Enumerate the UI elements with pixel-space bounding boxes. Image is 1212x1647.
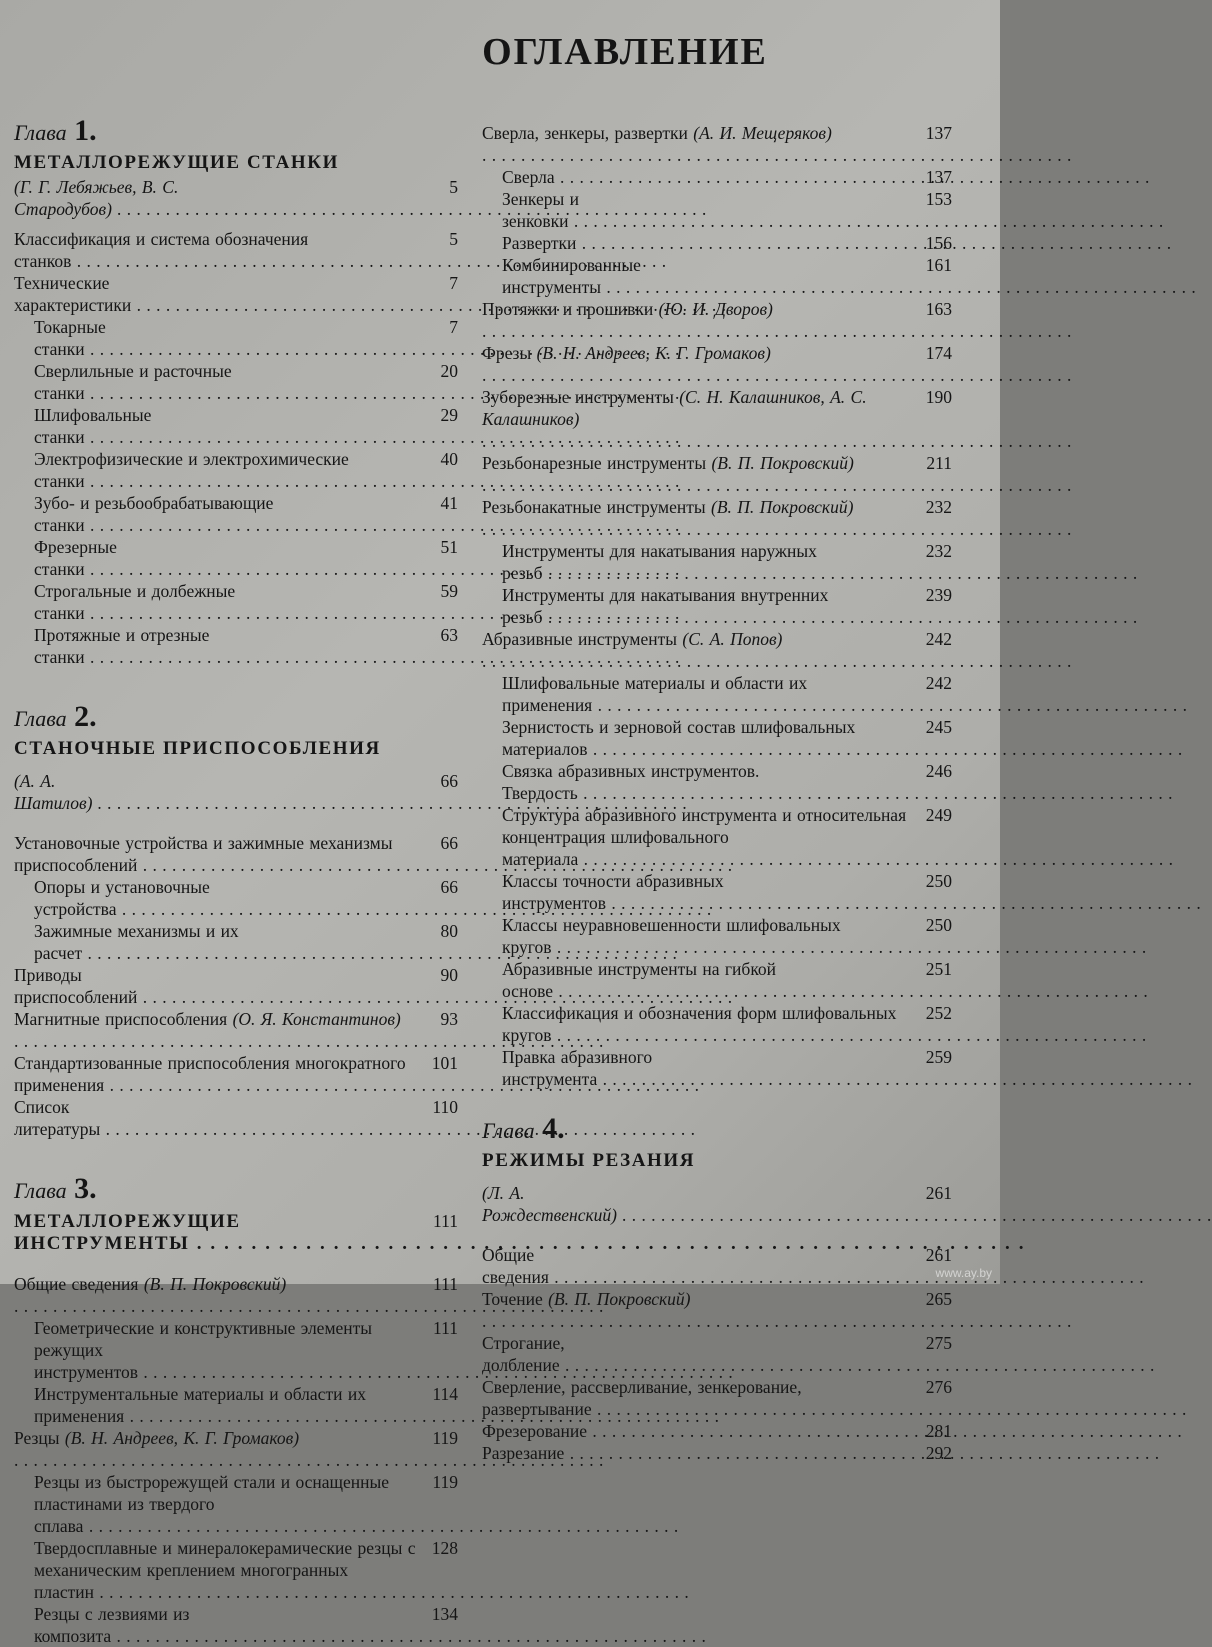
toc-page-number: 292 xyxy=(925,1443,952,1463)
toc-list xyxy=(14,1273,458,1647)
toc-page-number: 250 xyxy=(925,915,952,935)
toc-entry-title: Общие сведения . . . xyxy=(482,1244,918,1288)
toc-entry-author: (В. Н. Андреев, К. Г. Громаков) xyxy=(531,343,771,363)
toc-entry-title: Сверление, рассверливание, зенкерование, развертывание . . . xyxy=(482,1376,918,1420)
toc-entry-title: Шлифовальные станки . . . xyxy=(14,404,424,448)
toc-entry[interactable] xyxy=(14,876,458,920)
toc-entry-title: Протяжные и отрезные станки . . . xyxy=(14,624,424,668)
toc-entry[interactable] xyxy=(482,716,952,760)
toc-entry[interactable] xyxy=(14,1052,458,1096)
toc-page-number: 276 xyxy=(925,1377,952,1397)
toc-page-number: 7 xyxy=(449,317,458,337)
toc-entry[interactable] xyxy=(14,1537,458,1603)
toc-page-number: 239 xyxy=(925,585,952,605)
toc-entry-title: Классификация и система обозначения станков . . . xyxy=(14,228,424,272)
toc-entry[interactable] xyxy=(14,832,458,876)
toc-entry[interactable] xyxy=(482,122,952,166)
toc-page-number: 66 xyxy=(440,833,458,853)
toc-page-number: 261 xyxy=(925,1245,952,1265)
toc-entry-author: (С. А. Попов) xyxy=(677,629,783,649)
watermark: www.ay.by xyxy=(935,1266,992,1280)
toc-entry-title: Зубо- и резьбообрабатывающие станки . . . xyxy=(14,492,424,536)
toc-entry[interactable] xyxy=(482,540,952,584)
toc-page-number: 250 xyxy=(925,871,952,891)
toc-list xyxy=(482,1244,952,1464)
toc-entry-title: Абразивные инструменты (С. А. Попов) . . . xyxy=(482,628,918,672)
toc-page-number: 5 xyxy=(449,229,458,249)
toc-entry-title: Резьбонарезные инструменты (В. П. Покровский) . . . xyxy=(482,452,918,496)
toc-entry-author: (В. П. Покровский) xyxy=(706,453,854,473)
toc-page-number: 128 xyxy=(431,1538,458,1558)
toc-entry-title: Классы неуравновешенности шлифовальных кругов . . . xyxy=(482,914,918,958)
toc-entry-title: Токарные станки . . . xyxy=(14,316,424,360)
toc-page-number: 119 xyxy=(432,1428,458,1448)
toc-page-number: 63 xyxy=(440,625,458,645)
toc-entry[interactable] xyxy=(14,492,458,536)
toc-entry[interactable] xyxy=(482,870,952,914)
toc-entry[interactable] xyxy=(482,452,952,496)
toc-entry[interactable] xyxy=(14,448,458,492)
toc-entry[interactable] xyxy=(482,232,952,254)
toc-entry-author: (В. П. Покровский) xyxy=(705,497,854,517)
toc-page-number: 242 xyxy=(925,629,952,649)
toc-page-number: 252 xyxy=(925,1003,952,1023)
toc-page-number: 111 xyxy=(433,1274,458,1294)
toc-entry[interactable] xyxy=(482,672,952,716)
toc-entry-title: Магнитные приспособления (О. Я. Константинов) . . . xyxy=(14,1008,424,1052)
toc-page-number: 232 xyxy=(925,541,952,561)
toc-entry[interactable] xyxy=(14,360,458,404)
toc-entry[interactable] xyxy=(14,624,458,668)
chapter-title: РЕЖИМЫ РЕЗАНИЯ xyxy=(482,1150,696,1171)
toc-entry[interactable] xyxy=(14,316,458,360)
toc-page-number: 110 xyxy=(432,1097,458,1117)
toc-entry[interactable] xyxy=(482,188,952,232)
toc-page-number: 51 xyxy=(440,537,458,557)
toc-page-number: 90 xyxy=(440,965,458,985)
toc-entry-title: Зуборезные инструменты (С. Н. Калашников, А. С. Калашников) . . . xyxy=(482,386,918,452)
toc-entry-title: Строгание, долбление . . . xyxy=(482,1332,918,1376)
toc-entry[interactable] xyxy=(482,1376,952,1420)
toc-page-number: 66 xyxy=(440,877,458,897)
toc-entry-title: Приводы приспособлений . . . xyxy=(14,964,424,1008)
toc-entry[interactable] xyxy=(482,496,952,540)
toc-entry-title: Электрофизические и электрохимические станки . . . xyxy=(14,448,424,492)
toc-entry[interactable] xyxy=(14,272,458,316)
toc-entry-title: Зенкеры и зенковки . . . xyxy=(482,188,918,232)
toc-entry[interactable] xyxy=(482,298,952,342)
toc-entry-title: Классификация и обозначения форм шлифовальных кругов . . . xyxy=(482,1002,918,1046)
toc-entry[interactable] xyxy=(14,1096,458,1140)
toc-entry-title: Разрезание . . . xyxy=(482,1442,918,1464)
toc-entry-title: Связка абразивных инструментов. Твердость . . . xyxy=(482,760,918,804)
toc-entry[interactable] xyxy=(482,1046,952,1090)
toc-entry[interactable] xyxy=(14,1603,458,1647)
toc-entry[interactable] xyxy=(14,920,458,964)
toc-entry[interactable] xyxy=(482,1332,952,1376)
toc-page-number: 80 xyxy=(440,921,458,941)
toc-entry-title: Комбинированные инструменты . . . xyxy=(482,254,918,298)
page-title: ОГЛАВЛЕНИЕ xyxy=(482,31,768,73)
toc-entry[interactable] xyxy=(14,1008,458,1052)
toc-entry-title: Резьбонакатные инструменты (В. П. Покровский) . . . xyxy=(482,496,918,540)
toc-entry-title: Инструменты для накатывания наружных резьб . . . xyxy=(482,540,918,584)
toc-page-number: 246 xyxy=(925,761,952,781)
toc-entry-title: Резцы из быстрорежущей стали и оснащенные пластинами из твердого сплава . . . xyxy=(14,1471,424,1537)
toc-entry[interactable] xyxy=(482,628,952,672)
toc-entry[interactable]: (Л. А. Рождественский) . . . 261 xyxy=(482,1182,952,1226)
toc-page-number: 251 xyxy=(925,959,952,979)
toc-entry[interactable] xyxy=(14,1317,458,1383)
toc-page-number: 20 xyxy=(440,361,458,381)
toc-entry-title: Абразивные инструменты на гибкой основе . . . xyxy=(482,958,918,1002)
toc-entry-title: Технические характеристики . . . xyxy=(14,272,424,316)
chapter-label: Глава 2. xyxy=(14,700,97,733)
toc-entry[interactable] xyxy=(14,1427,458,1471)
toc-page-number: 111 xyxy=(433,1318,458,1338)
toc-page-number: 119 xyxy=(432,1472,458,1492)
toc-entry[interactable] xyxy=(14,1273,458,1317)
toc-page-number: 41 xyxy=(440,493,458,513)
chapter-title: СТАНОЧНЫЕ ПРИСПОСОБЛЕНИЯ xyxy=(14,738,381,759)
toc-entry-title: Резцы с лезвиями из композита . . . xyxy=(14,1603,424,1647)
toc-page-number: 40 xyxy=(440,449,458,469)
toc-entry-title: Строгальные и долбежные станки . . . xyxy=(14,580,424,624)
toc-entry-title: Геометрические и конструктивные элементы режущих инструментов . . . xyxy=(14,1317,424,1383)
toc-list xyxy=(482,122,952,1090)
toc-entry[interactable] xyxy=(482,1420,952,1442)
toc-page-number: 137 xyxy=(925,123,952,143)
toc-entry-title: Правка абразивного инструмента . . . xyxy=(482,1046,918,1090)
toc-entry-author: (О. Я. Константинов) xyxy=(227,1009,401,1029)
chapter-label: Глава 4. xyxy=(482,1112,565,1145)
toc-entry[interactable] xyxy=(14,1383,458,1427)
toc-entry-author: (Ю. И. Дворов) xyxy=(653,299,773,319)
chapter-label: Глава 3. xyxy=(14,1172,97,1205)
toc-page-number: 29 xyxy=(440,405,458,425)
toc-page-number: 232 xyxy=(925,497,952,517)
toc-page-number: 114 xyxy=(432,1384,458,1404)
toc-page-number: 275 xyxy=(925,1333,952,1353)
toc-entry-title: Сверлильные и расточные станки . . . xyxy=(14,360,424,404)
toc-page-number: 245 xyxy=(925,717,952,737)
toc-page-number: 281 xyxy=(925,1421,952,1441)
toc-entry-title: Шлифовальные материалы и области их применения . . . xyxy=(482,672,918,716)
toc-entry-title: Точение (В. П. Покровский) . . . xyxy=(482,1288,918,1332)
toc-entry-title: Твердосплавные и минералокерамические резцы с механическим креплением многогранных пластин . . . xyxy=(14,1537,424,1603)
toc-page-number: 59 xyxy=(440,581,458,601)
toc-page-number: 156 xyxy=(925,233,952,253)
toc-entry-title: Список литературы . . . xyxy=(14,1096,424,1140)
toc-entry[interactable] xyxy=(482,1002,952,1046)
toc-entry[interactable] xyxy=(482,760,952,804)
toc-page-number: 163 xyxy=(925,299,952,319)
toc-entry[interactable] xyxy=(482,342,952,386)
toc-entry-title: Структура абразивного инструмента и относительная концентрация шлифовального материала . . . xyxy=(482,804,918,870)
toc-entry[interactable] xyxy=(14,580,458,624)
toc-page-number: 101 xyxy=(431,1053,458,1073)
toc-entry[interactable] xyxy=(482,254,952,298)
toc-entry[interactable] xyxy=(14,228,458,272)
toc-right-column xyxy=(482,122,952,1464)
toc-page-number: 249 xyxy=(925,805,952,825)
toc-page-number: 265 xyxy=(925,1289,952,1309)
toc-entry-title: Зернистость и зерновой состав шлифовальных материалов . . . xyxy=(482,716,918,760)
toc-entry-title: Классы точности абразивных инструментов . . . xyxy=(482,870,918,914)
toc-entry-title: Фрезерные станки . . . xyxy=(14,536,424,580)
toc-entry-title: Развертки . . . xyxy=(482,232,918,254)
toc-page-number: 134 xyxy=(431,1604,458,1624)
toc-entry-title: Инструменты для накатывания внутренних резьб . . . xyxy=(482,584,918,628)
toc-entry-title: Стандартизованные приспособления многократного применения . . . xyxy=(14,1052,424,1096)
toc-entry-title: Инструментальные материалы и области их применения . . . xyxy=(14,1383,424,1427)
toc-entry[interactable] xyxy=(482,804,952,870)
toc-entry-author: (А. И. Мещеряков) xyxy=(687,123,832,143)
toc-page-number: 174 xyxy=(925,343,952,363)
toc-entry[interactable] xyxy=(482,914,952,958)
toc-entry-author: (В. П. Покровский) xyxy=(542,1289,691,1309)
toc-entry[interactable] xyxy=(14,404,458,448)
toc-entry[interactable] xyxy=(14,1471,458,1537)
toc-left-column xyxy=(14,110,458,1647)
toc-page-number: 211 xyxy=(926,453,952,473)
toc-page-number: 259 xyxy=(925,1047,952,1067)
toc-entry-title: Сверла . . . xyxy=(482,166,918,188)
toc-page-number: 7 xyxy=(449,273,458,293)
toc-page-number: 153 xyxy=(925,189,952,209)
toc-entry-author: (В. П. Покровский) xyxy=(138,1274,287,1294)
toc-entry[interactable] xyxy=(482,1288,952,1332)
toc-entry[interactable] xyxy=(482,1244,952,1288)
toc-list xyxy=(14,832,458,1140)
toc-entry-title: Общие сведения (В. П. Покровский) . . . xyxy=(14,1273,424,1317)
chapter-title-entry[interactable]: МЕТАЛЛОРЕЖУЩИЕ ИНСТРУМЕНТЫ . . . 111 xyxy=(14,1210,458,1255)
toc-entry[interactable] xyxy=(482,1442,952,1464)
toc-page-number: 93 xyxy=(440,1009,458,1029)
toc-entry[interactable] xyxy=(482,958,952,1002)
chapter-label: Глава 1. xyxy=(14,114,97,147)
toc-entry[interactable]: (Г. Г. Лебяжьев, В. С. Стародубов) . . . 5 xyxy=(14,176,458,220)
toc-entry-title: Установочные устройства и зажимные механизмы приспособлений . . . xyxy=(14,832,424,876)
toc-entry-title: Сверла, зенкеры, развертки (А. И. Мещеряков) . . . xyxy=(482,122,918,166)
toc-page-number: 161 xyxy=(925,255,952,275)
toc-entry[interactable] xyxy=(14,536,458,580)
toc-entry-title: Фрезы (В. Н. Андреев, К. Г. Громаков) . . . xyxy=(482,342,918,386)
toc-page-number: 190 xyxy=(925,387,952,407)
chapter-title: МЕТАЛЛОРЕЖУЩИЕ СТАНКИ xyxy=(14,152,340,173)
toc-entry-title: Фрезерование . . . xyxy=(482,1420,918,1442)
toc-entry[interactable] xyxy=(14,964,458,1008)
toc-entry[interactable]: (А. А. Шатилов) . . . 66 xyxy=(14,770,458,814)
toc-page-number: 242 xyxy=(925,673,952,693)
toc-entry-author: (С. Н. Калашников, А. С. Калашников) xyxy=(482,387,867,429)
toc-entry-title: Зажимные механизмы и их расчет . . . xyxy=(14,920,424,964)
toc-entry[interactable] xyxy=(482,166,952,188)
toc-entry[interactable] xyxy=(482,584,952,628)
toc-entry-title: Опоры и установочные устройства . . . xyxy=(14,876,424,920)
toc-page-number: 137 xyxy=(925,167,952,187)
toc-list xyxy=(14,228,458,668)
toc-entry[interactable] xyxy=(482,386,952,452)
toc-entry-author: (В. Н. Андреев, К. Г. Громаков) xyxy=(59,1428,300,1448)
toc-entry-title: Протяжки и прошивки (Ю. И. Дворов) . . . xyxy=(482,298,918,342)
toc-entry-title: Резцы (В. Н. Андреев, К. Г. Громаков) . . . xyxy=(14,1427,424,1471)
